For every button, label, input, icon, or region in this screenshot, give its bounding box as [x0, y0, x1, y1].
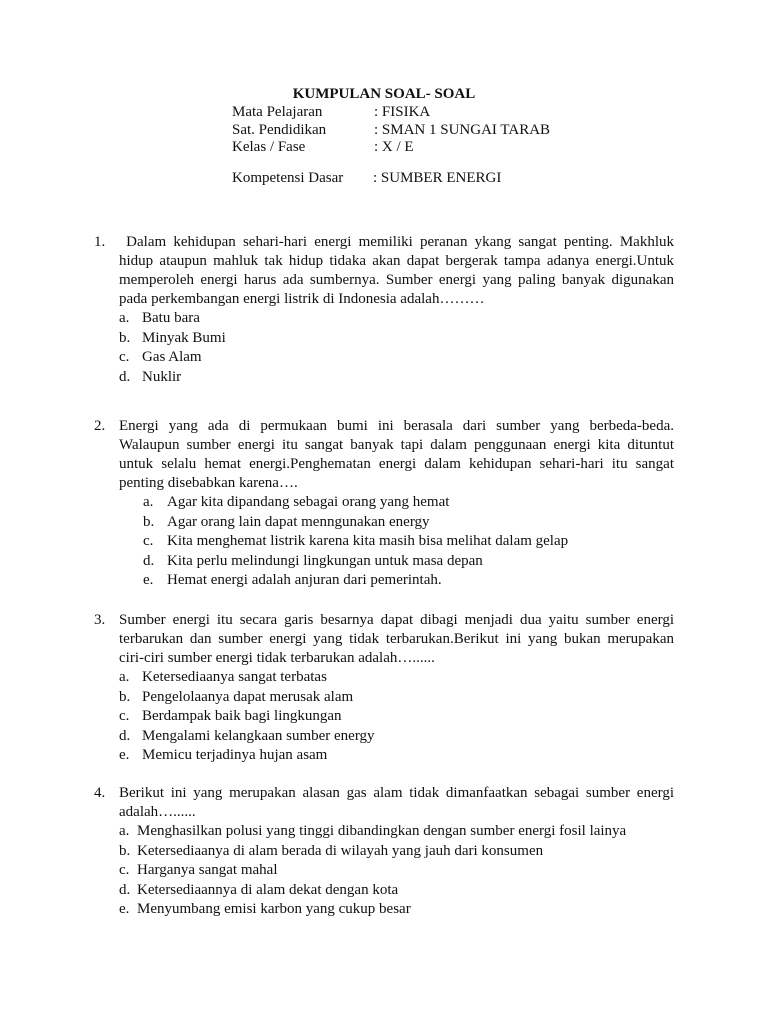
option-item[interactable]	[119, 707, 674, 727]
question-line: memperoleh energi harus ada sumbernya. Sumber energi yang paling banyak digunakan	[119, 272, 674, 288]
option-text: Batu bara	[142, 310, 200, 326]
option-letter: d.	[143, 552, 155, 569]
option-text: Menghasilkan polusi yang tinggi dibandingkan dengan sumber energi fosil lainya	[137, 823, 627, 839]
option-text: Kita menghemat listrik karena kita masih bisa melihat dalam gelap	[167, 533, 569, 549]
question-line: Energi yang ada di permukaan bumi ini berasala dari sumber yang berbeda-beda.	[119, 418, 674, 434]
option-letter: c.	[119, 349, 130, 365]
option-item[interactable]	[119, 822, 674, 842]
option-text: Minyak Bumi	[142, 329, 226, 346]
option-item[interactable]	[119, 309, 674, 329]
option-text: Agar kita dipandang sebagai orang yang hemat	[167, 494, 450, 510]
option-text: Ketersediaanya sangat terbatas	[142, 669, 327, 685]
option-letter: b.	[119, 329, 131, 346]
option-list	[119, 309, 674, 387]
question-line: untuk selalu hemat energi.Penghematan energi dalam kehidupan sehari-hari itu sangat	[119, 456, 674, 472]
question-line: pada perkembangan energi listrik di Indonesia adalah………	[119, 291, 485, 307]
document-title: KUMPULAN SOAL- SOAL	[292, 86, 476, 102]
option-letter: b.	[143, 513, 155, 530]
option-item[interactable]	[119, 329, 674, 349]
question-line: Walaupun sumber energi itu sangat banyak tapi dalam penggunaan energi kita dituntut	[119, 437, 674, 453]
option-item[interactable]	[119, 842, 674, 862]
option-letter: b.	[119, 842, 131, 859]
option-list	[119, 822, 674, 920]
meta-value: : FISIKA	[374, 104, 431, 120]
option-text: Harganya sangat mahal	[137, 862, 278, 878]
option-text: Ketersediaannya di alam dekat dengan kota	[137, 881, 399, 898]
question-line: terbarukan dan sumber energi yang tidak terbarukan.Berikut ini yang bukan merupakan	[119, 631, 674, 647]
option-letter: a.	[119, 310, 130, 326]
question-number: 1.	[94, 234, 106, 250]
option-item[interactable]	[119, 861, 674, 881]
option-letter: a.	[119, 823, 130, 839]
meta-value: : SMAN 1 SUNGAI TARAB	[374, 122, 551, 138]
option-item[interactable]	[119, 881, 674, 901]
option-text: Agar orang lain dapat menngunakan energy	[167, 513, 430, 530]
option-list	[119, 668, 674, 766]
option-text: Menyumbang emisi karbon yang cukup besar	[137, 901, 411, 917]
question-line: ciri-ciri sumber energi tidak terbarukan adalah…......	[119, 650, 435, 666]
option-item[interactable]	[143, 571, 674, 591]
question-text	[119, 784, 674, 920]
option-item[interactable]	[143, 513, 674, 533]
question-line: adalah…......	[119, 804, 196, 820]
option-letter: b.	[119, 688, 131, 705]
option-item[interactable]	[119, 746, 674, 766]
option-letter: c.	[119, 708, 130, 724]
option-letter: e.	[119, 747, 130, 763]
question-line: penting disebabkan karena….	[119, 475, 298, 491]
meta-key: Mata Pelajaran	[232, 104, 323, 120]
option-item[interactable]	[119, 688, 674, 708]
question-text	[119, 417, 674, 591]
question-1	[94, 233, 674, 387]
option-text: Kita perlu melindungi lingkungan untuk masa depan	[167, 552, 483, 569]
question-text	[119, 611, 674, 766]
question-text	[119, 233, 674, 387]
option-text: Berdampak baik bagi lingkungan	[142, 708, 342, 724]
option-letter: e.	[119, 901, 130, 917]
option-text: Memicu terjadinya hujan asam	[142, 747, 328, 763]
option-item[interactable]	[143, 493, 674, 513]
question-line: Dalam kehidupan sehari-hari energi memiliki peranan ykang sangat penting. Makhluk	[119, 234, 674, 250]
question-4	[94, 784, 674, 920]
option-letter: d.	[119, 881, 131, 898]
meta-key: Kompetensi Dasar	[232, 170, 344, 186]
option-item[interactable]	[143, 552, 674, 572]
question-number: 2.	[94, 418, 106, 434]
meta-key: Sat. Pendidikan	[232, 122, 327, 138]
option-letter: a.	[119, 669, 130, 685]
question-line: hidup ataupun mahluk tak hidup tidaka akan dapat bergerak tampa adanya energi.Untuk	[119, 253, 674, 269]
option-text: Nuklir	[142, 368, 182, 385]
meta-value: : SUMBER ENERGI	[373, 170, 502, 186]
option-text: Mengalami kelangkaan sumber energy	[142, 727, 375, 744]
option-letter: c.	[143, 533, 154, 549]
question-line: Berikut ini yang merupakan alasan gas alam tidak dimanfaatkan sebagai sumber energi	[119, 785, 674, 801]
question-2	[94, 417, 674, 591]
option-text: Ketersediaanya di alam berada di wilayah yang jauh dari konsumen	[137, 842, 544, 859]
option-text: Hemat energi adalah anjuran dari pemerintah.	[167, 572, 442, 588]
meta-key: Kelas / Fase	[232, 139, 306, 155]
question-line: Sumber energi itu secara garis besarnya dapat dibagi menjadi dua yaitu sumber energi	[119, 612, 674, 628]
question-3	[94, 611, 674, 766]
option-item[interactable]	[143, 532, 674, 552]
option-item[interactable]	[119, 900, 674, 920]
option-letter: c.	[119, 862, 130, 878]
option-letter: d.	[119, 727, 131, 744]
option-text: Pengelolaanya dapat merusak alam	[142, 688, 354, 705]
meta-value: : X / E	[374, 139, 414, 155]
option-item[interactable]	[119, 368, 674, 388]
option-item[interactable]	[119, 668, 674, 688]
question-number: 3.	[94, 612, 106, 628]
option-text: Gas Alam	[142, 349, 202, 365]
option-letter: d.	[119, 368, 131, 385]
option-letter: e.	[143, 572, 154, 588]
question-number: 4.	[94, 785, 106, 801]
option-letter: a.	[143, 494, 154, 510]
option-item[interactable]	[119, 348, 674, 368]
option-item[interactable]	[119, 727, 674, 747]
option-list	[143, 493, 674, 591]
